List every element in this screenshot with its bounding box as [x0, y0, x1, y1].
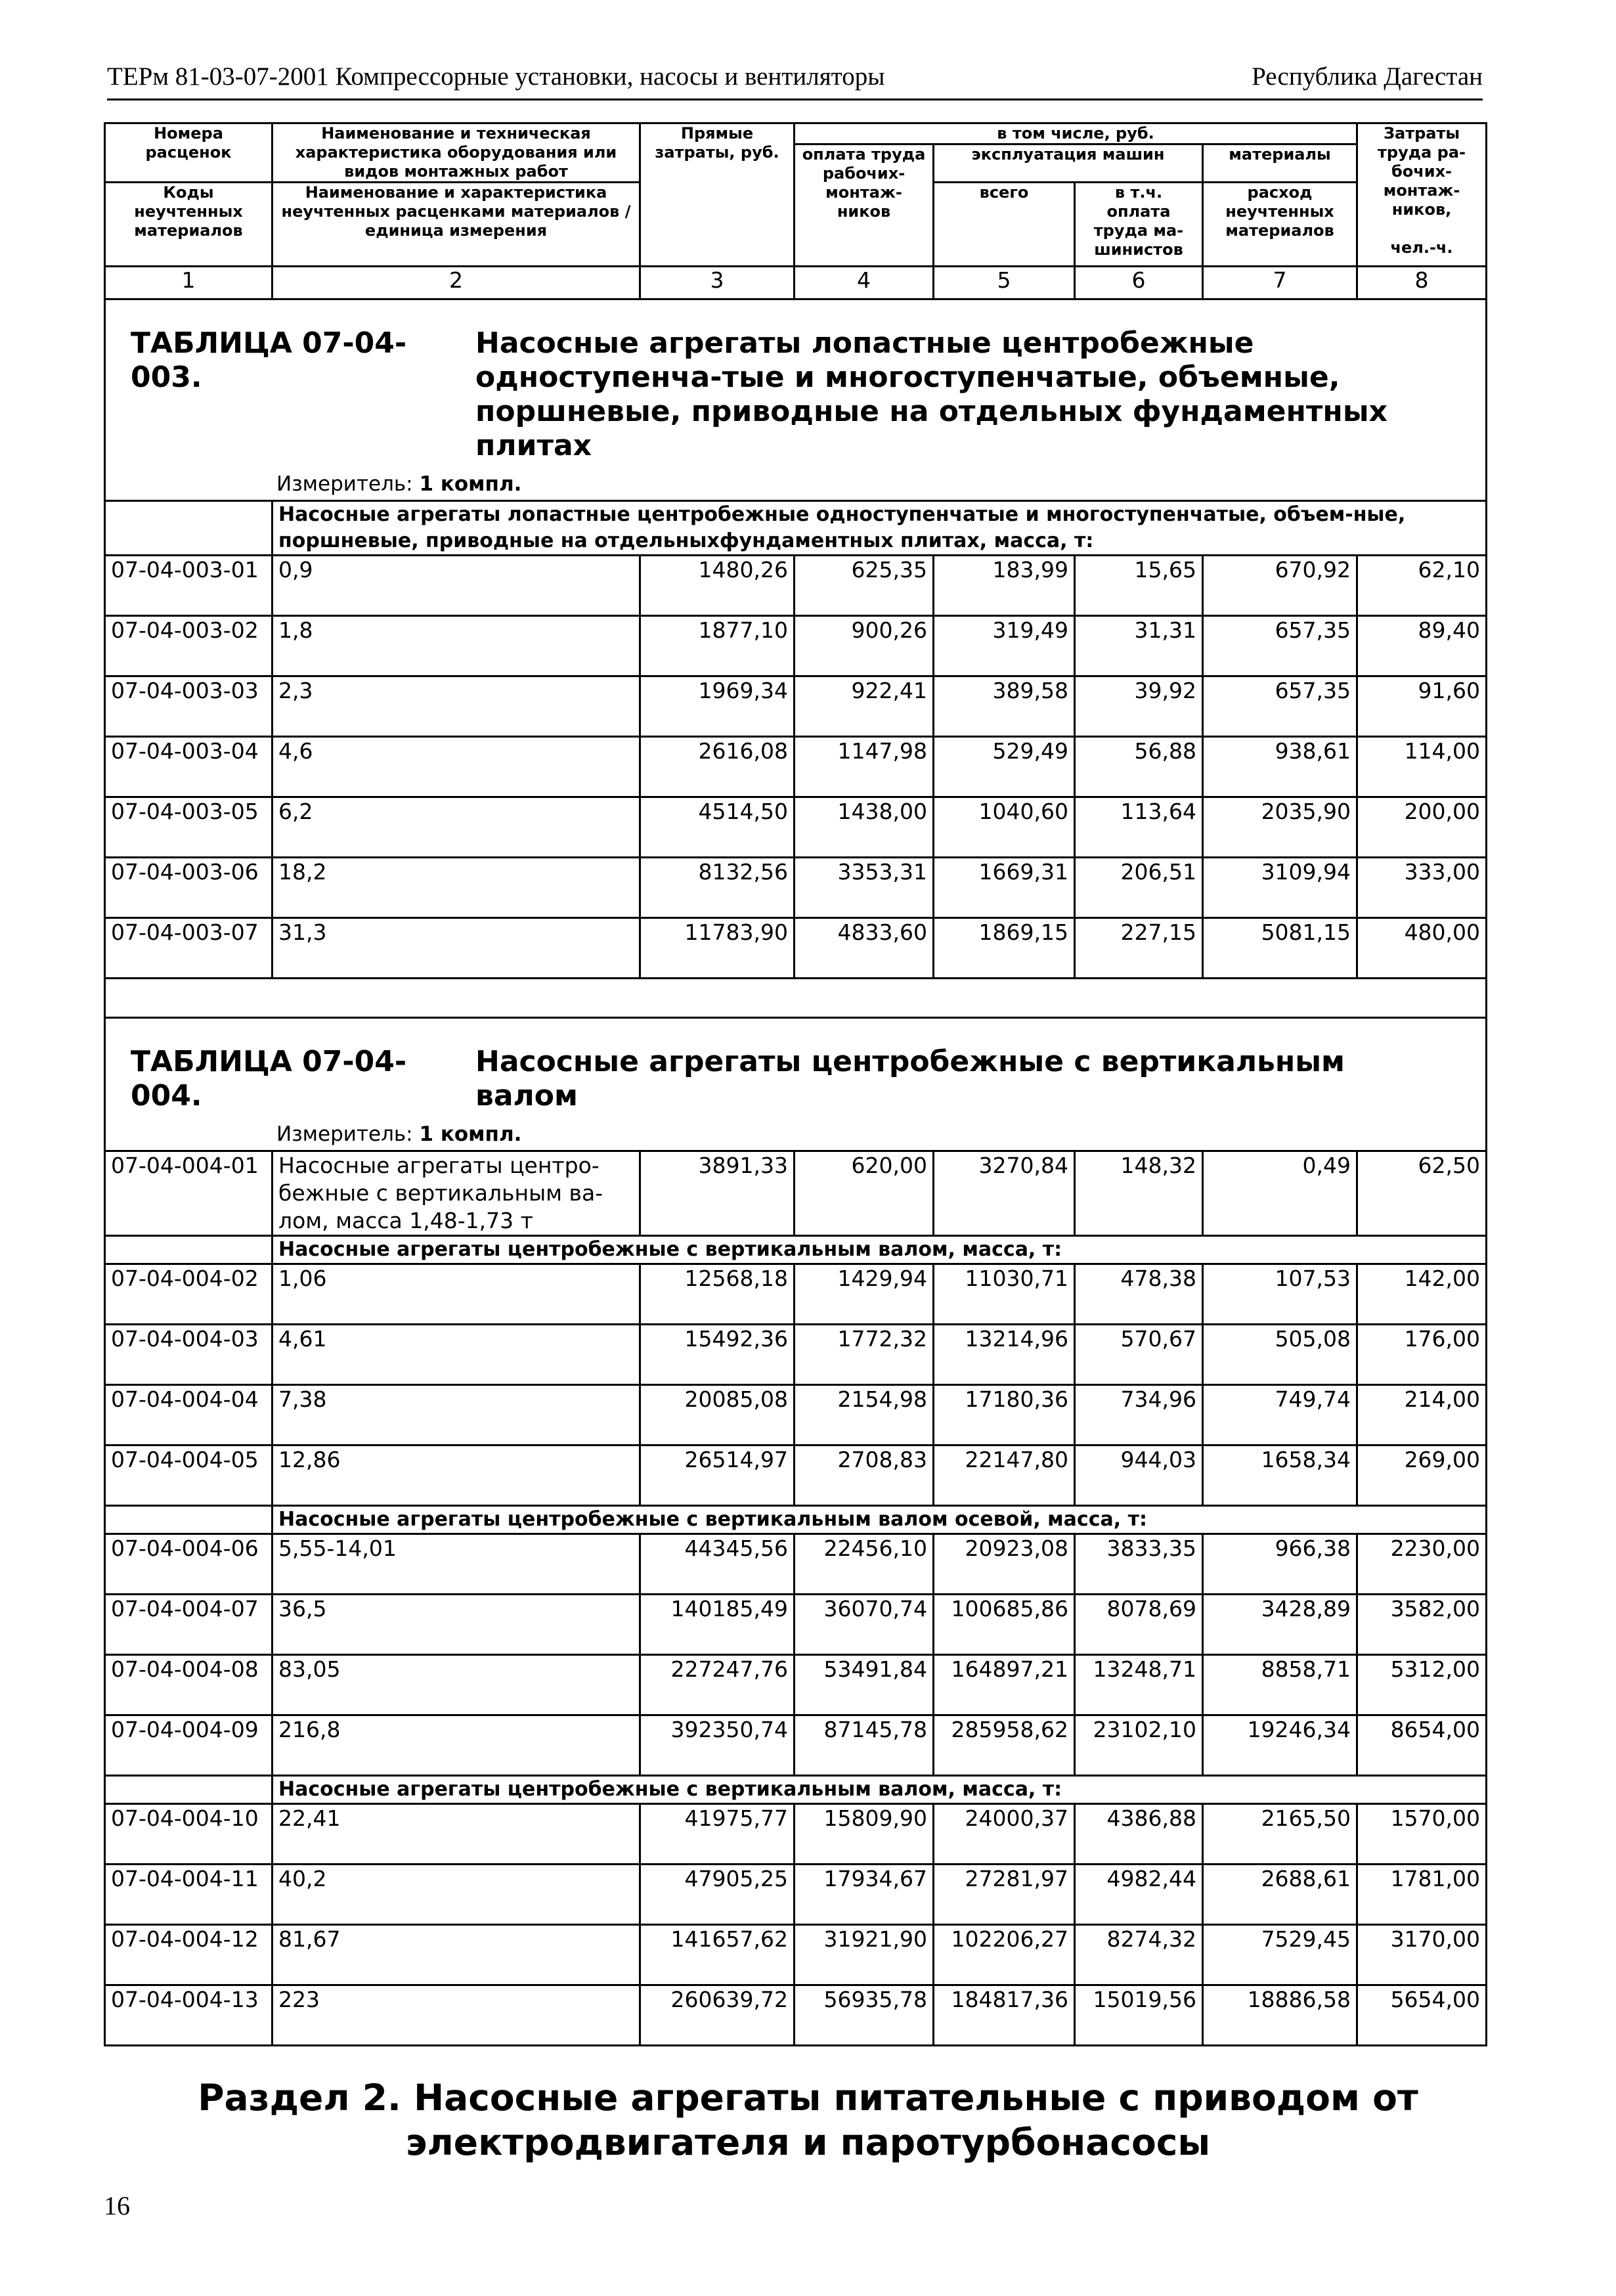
column-number: 6	[1075, 267, 1203, 299]
rate-name: 83,05	[273, 1655, 640, 1715]
material-consumption: 1658,34	[1203, 1446, 1357, 1506]
worker-pay: 56935,78	[795, 1985, 934, 2046]
machinist-pay: 31,31	[1075, 616, 1203, 676]
region-name: Республика Дагестан	[1252, 62, 1483, 91]
header-rate-numbers: Номера расценок	[105, 123, 273, 183]
column-number: 2	[273, 267, 640, 299]
group-header-row	[105, 501, 1487, 556]
worker-pay: 87145,78	[795, 1715, 934, 1776]
material-consumption: 670,92	[1203, 556, 1357, 616]
material-consumption: 5081,15	[1203, 918, 1357, 979]
machinist-pay: 478,38	[1075, 1264, 1203, 1325]
rate-name: 6,2	[273, 797, 640, 858]
measure-value: 1 компл.	[419, 1122, 522, 1146]
labor-costs: 5312,00	[1357, 1655, 1487, 1715]
machines-total: 285958,62	[934, 1715, 1075, 1776]
direct-costs: 1480,26	[640, 556, 795, 616]
machines-total: 1869,15	[934, 918, 1075, 979]
machinist-pay: 148,32	[1075, 1151, 1203, 1236]
table-row	[105, 1655, 1487, 1715]
direct-costs: 26514,97	[640, 1446, 795, 1506]
labor-costs: 480,00	[1357, 918, 1487, 979]
machines-total: 529,49	[934, 737, 1075, 797]
header-machines-total: всего	[934, 183, 1075, 267]
labor-costs: 91,60	[1357, 676, 1487, 737]
column-number: 7	[1203, 267, 1357, 299]
measure-label: Измеритель:	[276, 472, 413, 496]
direct-costs: 11783,90	[640, 918, 795, 979]
material-consumption: 749,74	[1203, 1385, 1357, 1446]
rate-code: 07-04-004-05	[105, 1446, 273, 1506]
worker-pay: 1429,94	[795, 1264, 934, 1325]
machinist-pay: 23102,10	[1075, 1715, 1203, 1776]
column-number: 5	[934, 267, 1075, 299]
header-unaccounted-materials: Наименование и характеристика неучтенных расценками материалов / единица измерения	[273, 183, 640, 267]
machines-total: 183,99	[934, 556, 1075, 616]
rate-code: 07-04-004-12	[105, 1925, 273, 1985]
table-label: ТАБЛИЦА 07-04-004.	[131, 1045, 407, 1113]
header-name-characteristics: Наименование и техническая характеристика оборудования или видов монтажных работ	[273, 123, 640, 183]
material-consumption: 0,49	[1203, 1151, 1357, 1236]
rate-name: 81,67	[273, 1925, 640, 1985]
table-title: Насосные агрегаты лопастные центробежные одноступенча-тые и многоступенчатые, объемные, поршневые, приводные на отдельных фундаментных плитах	[475, 326, 1387, 462]
material-consumption: 7529,45	[1203, 1925, 1357, 1985]
machinist-pay: 3833,35	[1075, 1534, 1203, 1595]
rate-name: 5,55-14,01	[273, 1534, 640, 1595]
machinist-pay: 4386,88	[1075, 1804, 1203, 1865]
column-number: 1	[105, 267, 273, 299]
page-number: 16	[104, 2191, 130, 2220]
rate-code: 07-04-004-07	[105, 1595, 273, 1655]
material-consumption: 966,38	[1203, 1534, 1357, 1595]
direct-costs: 141657,62	[640, 1925, 795, 1985]
worker-pay: 1438,00	[795, 797, 934, 858]
machines-total: 164897,21	[934, 1655, 1075, 1715]
machinist-pay: 13248,71	[1075, 1655, 1203, 1715]
rate-code: 07-04-003-05	[105, 797, 273, 858]
table-row	[105, 918, 1487, 979]
rate-name: 7,38	[273, 1385, 640, 1446]
worker-pay: 31921,90	[795, 1925, 934, 1985]
material-consumption: 657,35	[1203, 616, 1357, 676]
rate-name: 216,8	[273, 1715, 640, 1776]
group-title: Насосные агрегаты центробежные с вертикальным валом осевой, масса, т:	[273, 1506, 1487, 1534]
rate-name: 36,5	[273, 1595, 640, 1655]
group-title: Насосные агрегаты центробежные с вертикальным валом, масса, т:	[273, 1776, 1487, 1804]
worker-pay: 2154,98	[795, 1385, 934, 1446]
material-consumption: 107,53	[1203, 1264, 1357, 1325]
labor-costs: 142,00	[1357, 1264, 1487, 1325]
material-consumption: 19246,34	[1203, 1715, 1357, 1776]
header-unaccounted-codes: Коды неучтенных материалов	[105, 183, 273, 267]
table-row	[105, 1804, 1487, 1865]
material-consumption: 3109,94	[1203, 858, 1357, 918]
machinist-pay: 56,88	[1075, 737, 1203, 797]
machines-total: 17180,36	[934, 1385, 1075, 1446]
rate-code: 07-04-004-10	[105, 1804, 273, 1865]
rate-code: 07-04-003-02	[105, 616, 273, 676]
labor-costs: 3582,00	[1357, 1595, 1487, 1655]
machinist-pay: 113,64	[1075, 797, 1203, 858]
header-material-consumption: расход неучтенных материалов	[1203, 183, 1357, 267]
table-row	[105, 616, 1487, 676]
labor-costs-unit: чел.-ч.	[1390, 238, 1453, 257]
rate-name: 12,86	[273, 1446, 640, 1506]
header-direct-costs: Прямые затраты, руб.	[640, 123, 795, 267]
labor-costs: 1781,00	[1357, 1865, 1487, 1925]
rate-name: 4,61	[273, 1325, 640, 1385]
direct-costs: 392350,74	[640, 1715, 795, 1776]
worker-pay: 625,35	[795, 556, 934, 616]
table-label: ТАБЛИЦА 07-04-003.	[131, 326, 407, 394]
direct-costs: 47905,25	[640, 1865, 795, 1925]
labor-costs: 114,00	[1357, 737, 1487, 797]
machines-total: 389,58	[934, 676, 1075, 737]
machines-total: 319,49	[934, 616, 1075, 676]
table-row	[105, 556, 1487, 616]
table-title-block	[105, 1018, 1487, 1151]
measure-label: Измеритель:	[276, 1122, 413, 1146]
worker-pay: 17934,67	[795, 1865, 934, 1925]
rate-code: 07-04-004-11	[105, 1865, 273, 1925]
rate-name: Насосные агрегаты центро-бежные с вертикальным ва-лом, масса 1,48-1,73 т	[273, 1151, 640, 1236]
rate-name: 31,3	[273, 918, 640, 979]
header-materials: материалы	[1203, 144, 1357, 183]
table-title: Насосные агрегаты центробежные с вертикальным валом	[475, 1045, 1345, 1113]
labor-costs: 62,10	[1357, 556, 1487, 616]
rate-name: 0,9	[273, 556, 640, 616]
labor-costs-label: Затраты труда ра-бочих-монтаж-ников,	[1378, 124, 1466, 219]
rate-code: 07-04-003-03	[105, 676, 273, 737]
worker-pay: 2708,83	[795, 1446, 934, 1506]
machines-total: 22147,80	[934, 1446, 1075, 1506]
rate-code: 07-04-004-03	[105, 1325, 273, 1385]
section-title-line: электродвигателя и паротурбонасосы	[405, 2121, 1211, 2163]
direct-costs: 8132,56	[640, 858, 795, 918]
direct-costs: 3891,33	[640, 1151, 795, 1236]
direct-costs: 44345,56	[640, 1534, 795, 1595]
table-row	[105, 1385, 1487, 1446]
labor-costs: 269,00	[1357, 1446, 1487, 1506]
direct-costs: 2616,08	[640, 737, 795, 797]
worker-pay: 900,26	[795, 616, 934, 676]
rate-name: 2,3	[273, 676, 640, 737]
group-header-row	[105, 1236, 1487, 1264]
material-consumption: 2035,90	[1203, 797, 1357, 858]
labor-costs: 200,00	[1357, 797, 1487, 858]
material-consumption: 938,61	[1203, 737, 1357, 797]
labor-costs: 214,00	[1357, 1385, 1487, 1446]
machines-total: 102206,27	[934, 1925, 1075, 1985]
machines-total: 20923,08	[934, 1534, 1075, 1595]
page-header	[107, 56, 1483, 100]
material-consumption: 3428,89	[1203, 1595, 1357, 1655]
labor-costs: 8654,00	[1357, 1715, 1487, 1776]
material-consumption: 657,35	[1203, 676, 1357, 737]
rate-name: 22,41	[273, 1804, 640, 1865]
rate-name: 4,6	[273, 737, 640, 797]
machines-total: 3270,84	[934, 1151, 1075, 1236]
measure-unit	[111, 1113, 1480, 1150]
worker-pay: 36070,74	[795, 1595, 934, 1655]
group-title: Насосные агрегаты лопастные центробежные одноступенчатые и многоступенчатые, объем-ные, поршневые, приводные на отдельныхфундаментных плитах, масса, т:	[273, 501, 1487, 556]
direct-costs: 15492,36	[640, 1325, 795, 1385]
material-consumption: 2688,61	[1203, 1865, 1357, 1925]
column-number: 4	[795, 267, 934, 299]
machinist-pay: 8078,69	[1075, 1595, 1203, 1655]
rate-name: 40,2	[273, 1865, 640, 1925]
direct-costs: 20085,08	[640, 1385, 795, 1446]
labor-costs: 333,00	[1357, 858, 1487, 918]
machinist-pay: 8274,32	[1075, 1925, 1203, 1985]
table-row	[105, 1985, 1487, 2046]
table-row	[105, 1925, 1487, 1985]
material-consumption: 8858,71	[1203, 1655, 1357, 1715]
direct-costs: 1969,34	[640, 676, 795, 737]
worker-pay: 620,00	[795, 1151, 934, 1236]
worker-pay: 15809,90	[795, 1804, 934, 1865]
table-row	[105, 1151, 1487, 1236]
direct-costs: 4514,50	[640, 797, 795, 858]
section-title-line: Раздел 2. Насосные агрегаты питательные с приводом от	[198, 2077, 1418, 2119]
document-code-title: ТЕРм 81-03-07-2001 Компрессорные установки, насосы и вентиляторы	[107, 62, 885, 91]
worker-pay: 3353,31	[795, 858, 934, 918]
table-title-block	[105, 299, 1487, 501]
measure-value: 1 компл.	[419, 472, 522, 496]
table-row	[105, 1595, 1487, 1655]
worker-pay: 53491,84	[795, 1655, 934, 1715]
table-row	[105, 1325, 1487, 1385]
rate-code: 07-04-004-04	[105, 1385, 273, 1446]
group-header-row	[105, 1776, 1487, 1804]
machinist-pay: 570,67	[1075, 1325, 1203, 1385]
table-row	[105, 1446, 1487, 1506]
machines-total: 1669,31	[934, 858, 1075, 918]
rate-name: 18,2	[273, 858, 640, 918]
rate-name: 1,8	[273, 616, 640, 676]
material-consumption: 2165,50	[1203, 1804, 1357, 1865]
rate-code: 07-04-003-07	[105, 918, 273, 979]
labor-costs: 176,00	[1357, 1325, 1487, 1385]
machines-total: 184817,36	[934, 1985, 1075, 2046]
worker-pay: 922,41	[795, 676, 934, 737]
table-row	[105, 1865, 1487, 1925]
rate-code: 07-04-004-13	[105, 1985, 273, 2046]
rate-code: 07-04-004-01	[105, 1151, 273, 1236]
header-machinist-pay: в т.ч. оплата труда ма-шинистов	[1075, 183, 1203, 267]
rate-code: 07-04-003-01	[105, 556, 273, 616]
labor-costs: 62,50	[1357, 1151, 1487, 1236]
material-consumption: 18886,58	[1203, 1985, 1357, 2046]
rate-code: 07-04-003-06	[105, 858, 273, 918]
header-worker-pay: оплата труда рабочих-монтаж-ников	[795, 144, 934, 267]
machines-total: 24000,37	[934, 1804, 1075, 1865]
group-header-row	[105, 1506, 1487, 1534]
table-row	[105, 1264, 1487, 1325]
direct-costs: 41975,77	[640, 1804, 795, 1865]
labor-costs: 1570,00	[1357, 1804, 1487, 1865]
machinist-pay: 206,51	[1075, 858, 1203, 918]
machines-total: 11030,71	[934, 1264, 1075, 1325]
machinist-pay: 734,96	[1075, 1385, 1203, 1446]
measure-unit	[111, 463, 1480, 500]
labor-costs: 2230,00	[1357, 1534, 1487, 1595]
column-number: 8	[1357, 267, 1487, 299]
table-row	[105, 858, 1487, 918]
labor-costs: 3170,00	[1357, 1925, 1487, 1985]
machines-total: 100685,86	[934, 1595, 1075, 1655]
rate-code: 07-04-004-06	[105, 1534, 273, 1595]
worker-pay: 1772,32	[795, 1325, 934, 1385]
column-numbers-row	[105, 267, 1487, 299]
machines-total: 1040,60	[934, 797, 1075, 858]
rate-code: 07-04-004-08	[105, 1655, 273, 1715]
table-row	[105, 676, 1487, 737]
labor-costs: 5654,00	[1357, 1985, 1487, 2046]
worker-pay: 1147,98	[795, 737, 934, 797]
column-number: 3	[640, 267, 795, 299]
machinist-pay: 944,03	[1075, 1446, 1203, 1506]
material-consumption: 505,08	[1203, 1325, 1357, 1385]
worker-pay: 4833,60	[795, 918, 934, 979]
machinist-pay: 39,92	[1075, 676, 1203, 737]
section-title	[0, 2075, 1616, 2165]
direct-costs: 260639,72	[640, 1985, 795, 2046]
rates-table	[104, 122, 1487, 2046]
table-row	[105, 737, 1487, 797]
machines-total: 13214,96	[934, 1325, 1075, 1385]
machinist-pay: 15019,56	[1075, 1985, 1203, 2046]
rate-name: 223	[273, 1985, 640, 2046]
machinist-pay: 4982,44	[1075, 1865, 1203, 1925]
worker-pay: 22456,10	[795, 1534, 934, 1595]
table-row	[105, 1534, 1487, 1595]
table-row	[105, 1715, 1487, 1776]
rate-code: 07-04-004-09	[105, 1715, 273, 1776]
machinist-pay: 227,15	[1075, 918, 1203, 979]
direct-costs: 1877,10	[640, 616, 795, 676]
machinist-pay: 15,65	[1075, 556, 1203, 616]
header-including: в том числе, руб.	[795, 123, 1357, 144]
machines-total: 27281,97	[934, 1865, 1075, 1925]
header-labor-costs	[1357, 123, 1487, 267]
direct-costs: 12568,18	[640, 1264, 795, 1325]
group-title: Насосные агрегаты центробежные с вертикальным валом, масса, т:	[273, 1236, 1487, 1264]
rate-code: 07-04-003-04	[105, 737, 273, 797]
direct-costs: 140185,49	[640, 1595, 795, 1655]
direct-costs: 227247,76	[640, 1655, 795, 1715]
table-row	[105, 797, 1487, 858]
rate-name: 1,06	[273, 1264, 640, 1325]
rate-code: 07-04-004-02	[105, 1264, 273, 1325]
labor-costs: 89,40	[1357, 616, 1487, 676]
header-machine-operation: эксплуатация машин	[934, 144, 1203, 183]
